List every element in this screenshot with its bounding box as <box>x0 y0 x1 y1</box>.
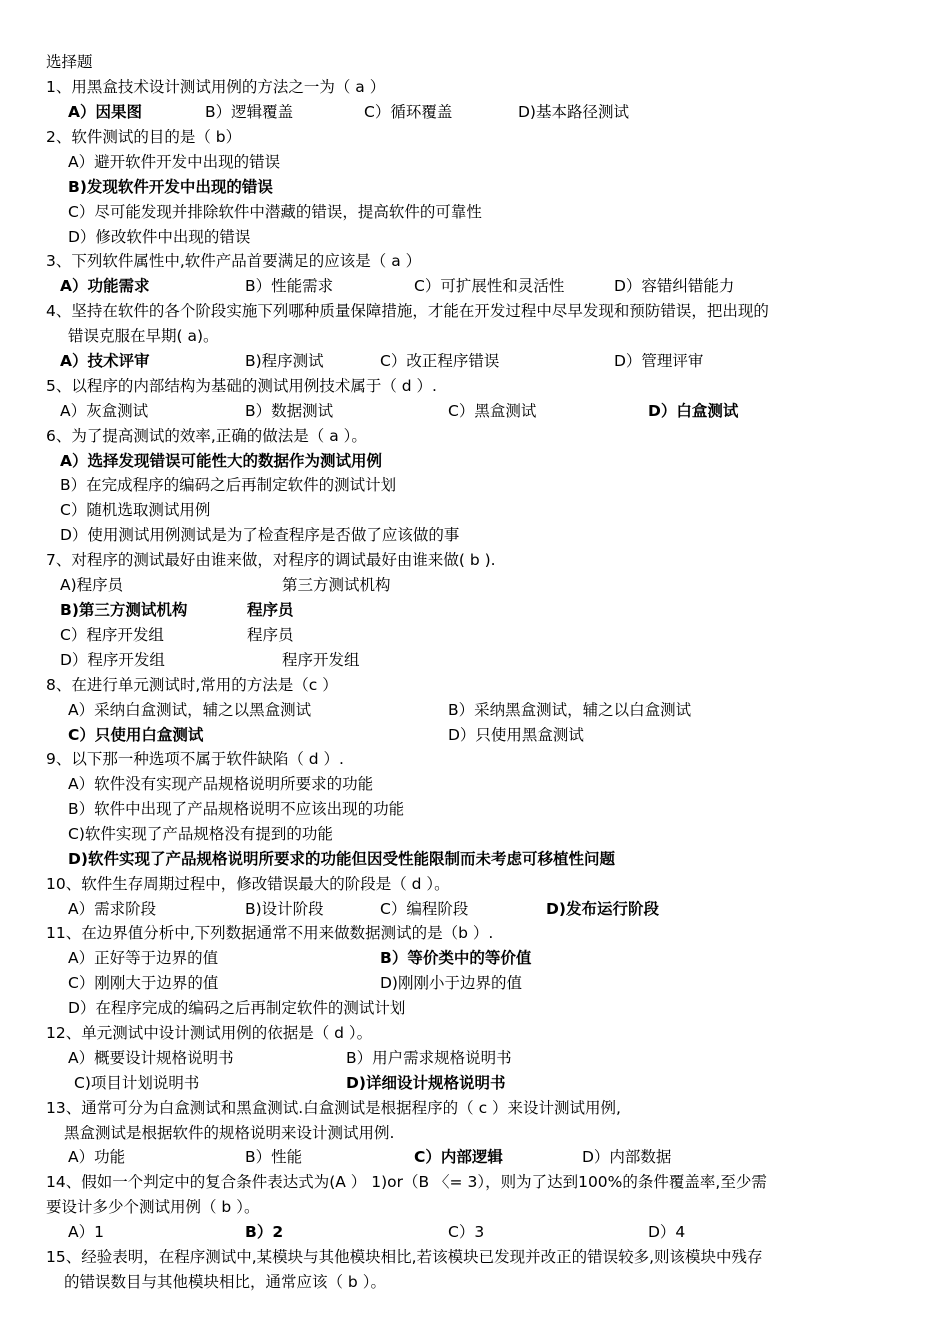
q7-option-a-debugger: 第三方测试机构 <box>282 576 391 594</box>
q12-option-d: D)详细设计规格说明书 <box>346 1074 506 1092</box>
q7-option-c-debugger: 程序员 <box>247 626 294 644</box>
q8-option-d: D）只使用黑盒测试 <box>448 726 584 744</box>
q3-option-d: D）容错纠错能力 <box>614 277 735 295</box>
q12-option-c: C)项目计划说明书 <box>74 1074 200 1092</box>
q13-option-d: D）内部数据 <box>582 1148 672 1166</box>
q11-option-b: B）等价类中的等价值 <box>380 949 532 967</box>
q8-option-b: B）采纳黑盒测试，辅之以白盒测试 <box>448 701 692 719</box>
q9-option-b: B）软件中出现了产品规格说明不应该出现的功能 <box>68 800 405 818</box>
question-3: 3、下列软件属性中,软件产品首要满足的应该是（ a ） <box>46 252 422 270</box>
q12-option-a: A）概要设计规格说明书 <box>68 1049 234 1067</box>
q4-option-c: C）改正程序错误 <box>380 352 500 370</box>
q3-option-a: A）功能需求 <box>60 277 150 295</box>
q2-option-c: C）尽可能发现并排除软件中潜藏的错误，提高软件的可靠性 <box>68 203 482 221</box>
question-15: 15、经验表明，在程序测试中,某模块与其他模块相比,若该模块已发现并改正的错误较多,则该模块中残存 <box>46 1248 763 1266</box>
question-11: 11、在边界值分析中,下列数据通常不用来做数据测试的是（b ）. <box>46 924 494 942</box>
q11-option-c: C）刚刚大于边界的值 <box>68 974 219 992</box>
question-13-continued: 黑盒测试是根据软件的规格说明来设计测试用例. <box>64 1124 395 1142</box>
q1-option-b: B）逻辑覆盖 <box>205 103 294 121</box>
q10-option-d: D)发布运行阶段 <box>546 900 659 918</box>
section-heading: 选择题 <box>46 53 93 71</box>
q7-option-d-debugger: 程序开发组 <box>282 651 360 669</box>
q2-option-b: B)发现软件开发中出现的错误 <box>68 178 273 196</box>
q8-option-a: A）采纳白盒测试，辅之以黑盒测试 <box>68 701 312 719</box>
q6-option-c: C）随机选取测试用例 <box>60 501 211 519</box>
question-14: 14、假如一个判定中的复合条件表达式为(A ） 1)or（B 〈= 3），则为了达到100%的条件覆盖率,至少需 <box>46 1173 767 1191</box>
q4-option-d: D）管理评审 <box>614 352 704 370</box>
question-9: 9、以下那一种选项不属于软件缺陷（ d ）. <box>46 750 344 768</box>
q10-option-b: B)设计阶段 <box>245 900 324 918</box>
question-1: 1、用黑盒技术设计测试用例的方法之一为（ a ） <box>46 78 386 96</box>
q14-option-d: D）4 <box>648 1223 686 1241</box>
question-8: 8、在进行单元测试时,常用的方法是（c ） <box>46 676 338 694</box>
q13-option-c: C）内部逻辑 <box>414 1148 503 1166</box>
q9-option-d: D)软件实现了产品规格说明所要求的功能但因受性能限制而未考虑可移植性问题 <box>68 850 615 868</box>
q14-option-c: C）3 <box>448 1223 485 1241</box>
q10-option-a: A）需求阶段 <box>68 900 157 918</box>
q7-option-d-tester: D）程序开发组 <box>60 651 165 669</box>
q3-option-c: C）可扩展性和灵活性 <box>414 277 565 295</box>
q9-option-a: A）软件没有实现产品规格说明所要求的功能 <box>68 775 374 793</box>
q9-option-c: C)软件实现了产品规格没有提到的功能 <box>68 825 333 843</box>
q13-option-b: B）性能 <box>245 1148 303 1166</box>
q6-option-a: A）选择发现错误可能性大的数据作为测试用例 <box>60 452 382 470</box>
question-6: 6、为了提高测试的效率,正确的做法是（ a ）。 <box>46 427 367 445</box>
q14-option-b: B）2 <box>245 1223 284 1241</box>
q7-option-a-tester: A)程序员 <box>60 576 124 594</box>
q13-option-a: A）功能 <box>68 1148 126 1166</box>
question-13: 13、通常可分为白盒测试和黑盒测试.白盒测试是根据程序的（ c ）来设计测试用例, <box>46 1099 621 1117</box>
q5-option-c: C）黑盒测试 <box>448 402 537 420</box>
q1-option-d: D)基本路径测试 <box>518 103 629 121</box>
q10-option-c: C）编程阶段 <box>380 900 469 918</box>
q2-option-a: A）避开软件开发中出现的错误 <box>68 153 281 171</box>
q8-option-c: C）只使用白盒测试 <box>68 726 204 744</box>
q7-option-c-tester: C）程序开发组 <box>60 626 164 644</box>
q2-option-d: D）修改软件中出现的错误 <box>68 228 251 246</box>
q7-option-b-debugger: 程序员 <box>247 601 294 619</box>
question-14-continued: 要设计多少个测试用例（ b ）。 <box>46 1198 260 1216</box>
q1-option-c: C）循环覆盖 <box>364 103 453 121</box>
q11-option-a: A）正好等于边界的值 <box>68 949 219 967</box>
q5-option-a: A）灰盒测试 <box>60 402 149 420</box>
question-2: 2、软件测试的目的是（ b） <box>46 128 242 146</box>
q1-option-a: A）因果图 <box>68 103 142 121</box>
q14-option-a: A）1 <box>68 1223 104 1241</box>
q6-option-b: B）在完成程序的编码之后再制定软件的测试计划 <box>60 476 397 494</box>
q11-option-d: D)刚刚小于边界的值 <box>380 974 522 992</box>
question-7: 7、对程序的测试最好由谁来做，对程序的调试最好由谁来做( b ). <box>46 551 496 569</box>
question-12: 12、单元测试中设计测试用例的依据是（ d ）。 <box>46 1024 373 1042</box>
q11-option-d-extra: D）在程序完成的编码之后再制定软件的测试计划 <box>68 999 406 1017</box>
q4-option-a: A）技术评审 <box>60 352 150 370</box>
q4-option-b: B)程序测试 <box>245 352 324 370</box>
q3-option-b: B）性能需求 <box>245 277 334 295</box>
question-10: 10、软件生存周期过程中，修改错误最大的阶段是（ d ）。 <box>46 875 450 893</box>
question-4: 4、坚持在软件的各个阶段实施下列哪种质量保障措施，才能在开发过程中尽早发现和预防错误，把出现的 <box>46 302 769 320</box>
q5-option-b: B）数据测试 <box>245 402 334 420</box>
q6-option-d: D）使用测试用例测试是为了检查程序是否做了应该做的事 <box>60 526 460 544</box>
question-5: 5、以程序的内部结构为基础的测试用例技术属于（ d ）. <box>46 377 437 395</box>
question-4-continued: 错误克服在早期( a)。 <box>68 327 219 345</box>
q12-option-b: B）用户需求规格说明书 <box>346 1049 512 1067</box>
q7-option-b-tester: B)第三方测试机构 <box>60 601 188 619</box>
question-15-continued: 的错误数目与其他模块相比，通常应该（ b ）。 <box>64 1273 386 1291</box>
q5-option-d: D）白盒测试 <box>648 402 739 420</box>
